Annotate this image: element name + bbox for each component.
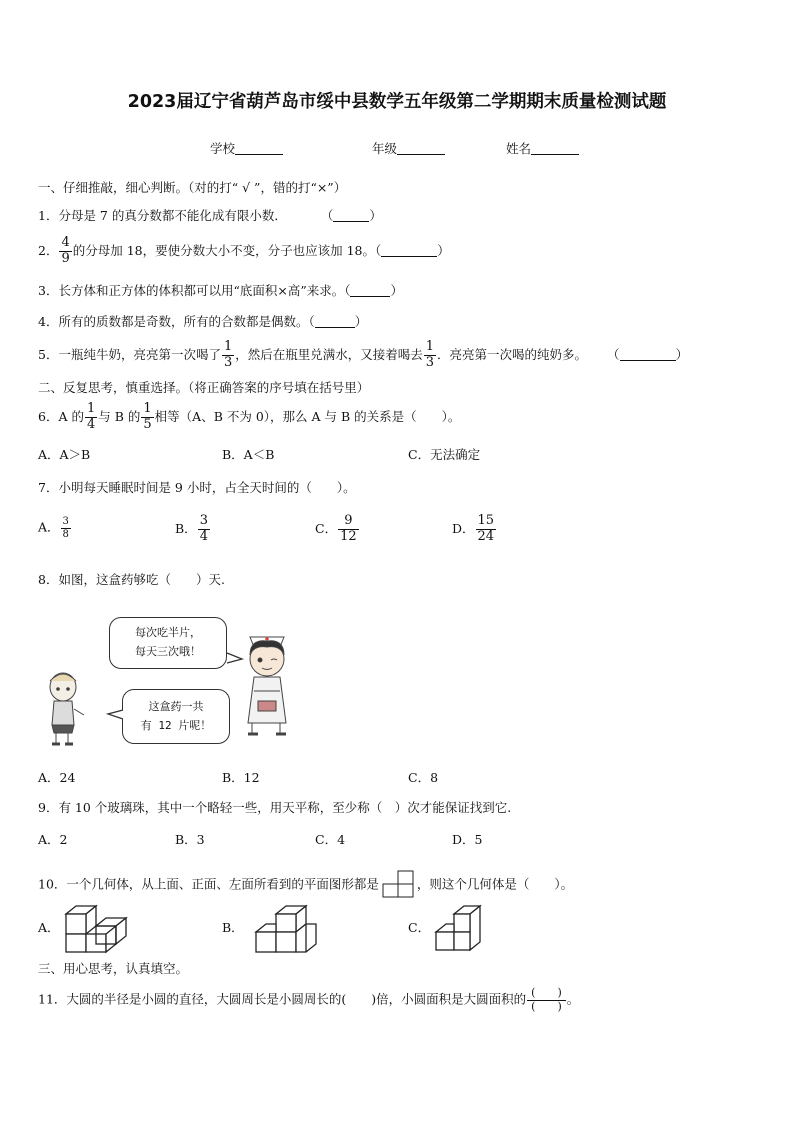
answer-paren-5[interactable]: （ ） bbox=[607, 346, 689, 362]
question-5-text-a: 5．一瓶纯牛奶，亮亮第一次喝了 bbox=[38, 346, 221, 362]
question-6-text-a: 6．A 的 bbox=[38, 408, 84, 424]
q7-option-b[interactable]: B． $\frac{3}{4}$ bbox=[175, 513, 208, 544]
bubble-child-line-1: 这盒药一共 bbox=[148, 700, 204, 713]
cube-figure-b bbox=[252, 902, 318, 954]
section-1-heading: 一、仔细推敲，细心判断。（对的打“ √ ”，错的打“×”） bbox=[38, 180, 347, 195]
grade-field[interactable] bbox=[372, 142, 445, 156]
section-3-heading: 三、用心思考，认真填空。 bbox=[38, 961, 189, 976]
answer-paren-2[interactable]: （ ） bbox=[375, 242, 450, 258]
question-4 bbox=[38, 315, 367, 329]
question-1 bbox=[38, 209, 382, 223]
answer-paren-1[interactable]: （ ） bbox=[320, 208, 382, 223]
question-4-text: 4．所有的质数都是奇数，所有的合数都是偶数。 bbox=[38, 314, 309, 329]
q6-option-a[interactable]: A．A＞B bbox=[38, 447, 91, 462]
name-label: 姓名 bbox=[506, 141, 532, 156]
question-6-text-c: 相等（A、B 不为 0），那么 A 与 B 的关系是（ ）。 bbox=[154, 408, 461, 424]
question-10 bbox=[38, 870, 573, 900]
question-6-text-b: 与 B 的 bbox=[98, 408, 141, 424]
q10-option-a[interactable]: A． bbox=[38, 920, 60, 935]
question-2-number: 2． bbox=[38, 242, 59, 258]
school-blank[interactable] bbox=[235, 142, 283, 155]
q9-option-d[interactable]: D．5 bbox=[452, 832, 483, 847]
q7-option-d[interactable]: D． $\frac{15}{24}$ bbox=[452, 513, 495, 544]
question-5-text-c: ．亮亮第一次喝的纯奶多。 bbox=[437, 346, 588, 362]
medicine-illustration bbox=[30, 615, 300, 755]
question-3-text: 3．长方体和正方体的体积都可以用“底面积×高”来求。 bbox=[38, 283, 345, 298]
fraction-1-5: $\frac{1}{5}$ bbox=[143, 401, 152, 432]
fraction-3-4: $\frac{3}{4}$ bbox=[199, 513, 208, 544]
cube-figure-c bbox=[430, 902, 486, 954]
question-2 bbox=[38, 236, 450, 267]
question-9: 9．有 10 个玻璃珠，其中一个略轻一些，用天平称，至少称（ ）次才能保证找到它. bbox=[38, 800, 512, 815]
fraction-1-3-a: $\frac{1}{3}$ bbox=[223, 339, 233, 370]
question-11-text: 11．大圆的半径是小圆的直径，大圆周长是小圆周长的( )倍，小圆面积是大圆面积的 bbox=[38, 991, 527, 1007]
q9-option-b[interactable]: B．3 bbox=[175, 832, 205, 847]
grade-blank[interactable] bbox=[397, 142, 445, 155]
question-3 bbox=[38, 284, 403, 298]
bubble-child-line-2: 有 12 片呢！ bbox=[140, 718, 212, 732]
q7-option-a[interactable]: A． $\frac{3}{8}$ bbox=[38, 516, 69, 540]
answer-paren-3[interactable]: （ ） bbox=[344, 283, 403, 298]
child-figure bbox=[50, 673, 84, 744]
fraction-4-9: $\frac{4}{9}$ bbox=[61, 235, 70, 266]
school-label: 学校 bbox=[210, 141, 236, 156]
nurse-bubble-tail bbox=[227, 653, 242, 663]
three-square-view-icon bbox=[381, 870, 415, 900]
section-2-heading: 二、反复思考，慎重选择。（将正确答案的序号填在括号里） bbox=[38, 380, 370, 395]
q9-option-a[interactable]: A．2 bbox=[38, 832, 68, 847]
question-8: 8．如图，这盒药够吃（ ）天. bbox=[38, 572, 225, 587]
q7-option-c[interactable]: C． $\frac{9}{12}$ bbox=[315, 513, 357, 544]
answer-fraction-blank[interactable]: $\frac{( )}{( )}$ bbox=[527, 987, 566, 1013]
q10-option-b[interactable]: B． bbox=[222, 920, 244, 935]
question-1-text: 1．分母是 7 的真分数都不能化成有限小数． bbox=[38, 208, 287, 223]
question-5-text-b: ，然后在瓶里兑满水，又接着喝去 bbox=[235, 346, 423, 362]
fraction-9-12: $\frac{9}{12}$ bbox=[340, 513, 357, 544]
bubble-nurse-line-1: 每次吃半片， bbox=[135, 626, 201, 639]
q6-option-b[interactable]: B．A＜B bbox=[222, 447, 275, 462]
q8-option-b[interactable]: B．12 bbox=[222, 770, 260, 785]
fraction-15-24: $\frac{15}{24}$ bbox=[477, 513, 495, 544]
child-bubble-tail bbox=[108, 710, 123, 719]
bubble-nurse-line-2: 每天三次哦！ bbox=[135, 644, 201, 658]
page-title: 2023届辽宁省葫芦岛市绥中县数学五年级第二学期期末质量检测试题 bbox=[127, 92, 667, 112]
question-10-text-a: 10．一个几何体，从上面、正面、左面所看到的平面图形都是 bbox=[38, 876, 379, 892]
fraction-1-3-b: $\frac{1}{3}$ bbox=[425, 339, 435, 370]
fraction-3-8: $\frac{3}{8}$ bbox=[62, 516, 69, 540]
name-field[interactable] bbox=[506, 142, 579, 156]
answer-paren-4[interactable]: （ ） bbox=[308, 314, 368, 329]
fraction-1-4: $\frac{1}{4}$ bbox=[86, 401, 96, 432]
question-7: 7．小明每天睡眠时间是 9 小时，占全天时间的（ ）。 bbox=[38, 480, 356, 495]
question-6 bbox=[38, 402, 460, 433]
nurse-figure bbox=[248, 637, 286, 734]
q8-option-a[interactable]: A．24 bbox=[38, 770, 76, 785]
question-2-text: 的分母加 18，要使分数大小不变，分子也应该加 18。 bbox=[72, 242, 375, 258]
q9-option-c[interactable]: C．4 bbox=[315, 832, 346, 847]
q6-option-c[interactable]: C．无法确定 bbox=[408, 447, 481, 462]
q10-option-c[interactable]: C． bbox=[408, 920, 431, 935]
grade-label: 年级 bbox=[372, 141, 398, 156]
question-10-text-b: ，则这个几何体是（ ）。 bbox=[416, 876, 574, 892]
q8-option-c[interactable]: C．8 bbox=[408, 770, 439, 785]
question-11: 11．大圆的半径是小圆的直径，大圆周长是小圆周长的( )倍，小圆面积是大圆面积的 $\frac{( )}{( )}$ 。 bbox=[38, 986, 580, 1013]
school-field[interactable] bbox=[210, 142, 283, 156]
cube-figure-a bbox=[62, 902, 130, 954]
question-5 bbox=[38, 340, 688, 371]
name-blank[interactable] bbox=[531, 142, 579, 155]
